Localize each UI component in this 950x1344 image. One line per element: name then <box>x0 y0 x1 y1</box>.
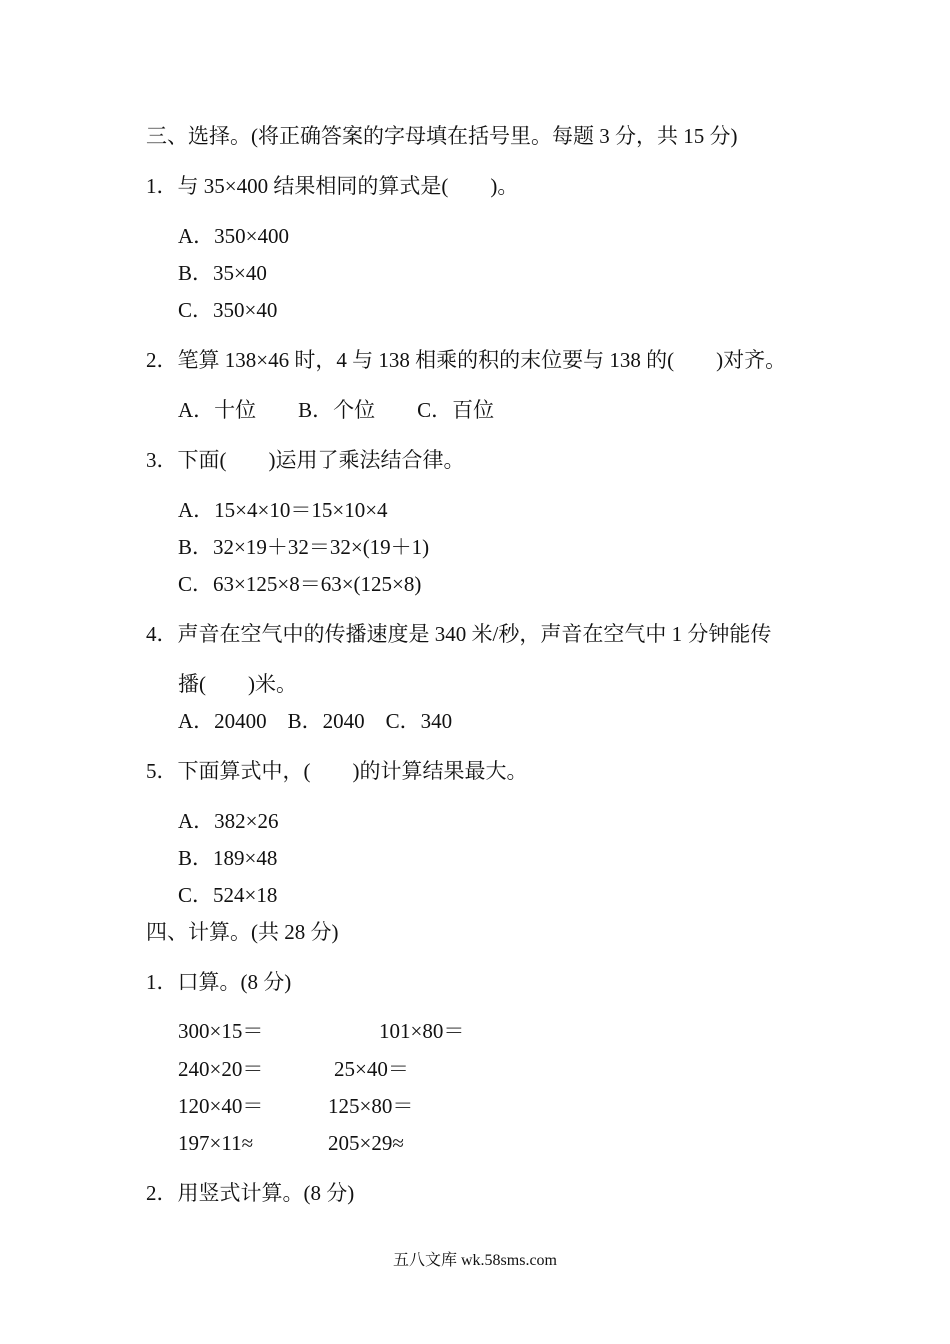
calc-q2-title: 2．用竖式计算。(8 分) <box>146 1181 355 1205</box>
q4-options: A．20400 B．2040 C．340 <box>178 709 453 733</box>
oral-calc-item: 120×40＝ <box>178 1094 264 1118</box>
q1-option-a: A．350×400 <box>178 224 290 248</box>
q3-option-c: C．63×125×8＝63×(125×8) <box>178 572 422 596</box>
q1-stem: 1．与 35×400 结果相同的算式是( )。 <box>146 174 519 198</box>
q3-stem: 3．下面( )运用了乘法结合律。 <box>146 448 465 472</box>
q5-option-c: C．524×18 <box>178 883 278 907</box>
oral-calc-item: 240×20＝ <box>178 1057 264 1081</box>
oral-calc-item: 25×40＝ <box>334 1057 409 1081</box>
section4-heading: 四、计算。(共 28 分) <box>146 920 339 944</box>
oral-calc-item: 101×80＝ <box>379 1019 465 1043</box>
oral-calc-item: 300×15＝ <box>178 1019 264 1043</box>
q5-option-a: A．382×26 <box>178 809 279 833</box>
calc-q1-title: 1．口算。(8 分) <box>146 970 292 994</box>
oral-calc-item: 205×29≈ <box>328 1131 404 1155</box>
q2-stem: 2．笔算 138×46 时，4 与 138 相乘的积的末位要与 138 的( )对齐。 <box>146 348 787 372</box>
footer-watermark: 五八文库 wk.58sms.com <box>392 1252 557 1269</box>
q2-options: A．十位 B．个位 C．百位 <box>178 398 495 422</box>
q1-option-b: B．35×40 <box>178 261 267 285</box>
q1-option-c: C．350×40 <box>178 298 278 322</box>
q3-option-b: B．32×19＋32＝32×(19＋1) <box>178 535 430 559</box>
oral-calc-item: 197×11≈ <box>178 1131 254 1155</box>
q4-stem: 4．声音在空气中的传播速度是 340 米/秒，声音在空气中 1 分钟能传 <box>146 622 772 646</box>
q5-stem: 5．下面算式中，( )的计算结果最大。 <box>146 759 528 783</box>
q4-stem-continued: 播( )米。 <box>178 672 297 696</box>
q3-option-a: A．15×4×10＝15×10×4 <box>178 498 388 522</box>
q5-option-b: B．189×48 <box>178 846 278 870</box>
section3-heading: 三、选择。(将正确答案的字母填在括号里。每题 3 分，共 15 分) <box>146 124 738 148</box>
oral-calc-item: 125×80＝ <box>328 1094 414 1118</box>
